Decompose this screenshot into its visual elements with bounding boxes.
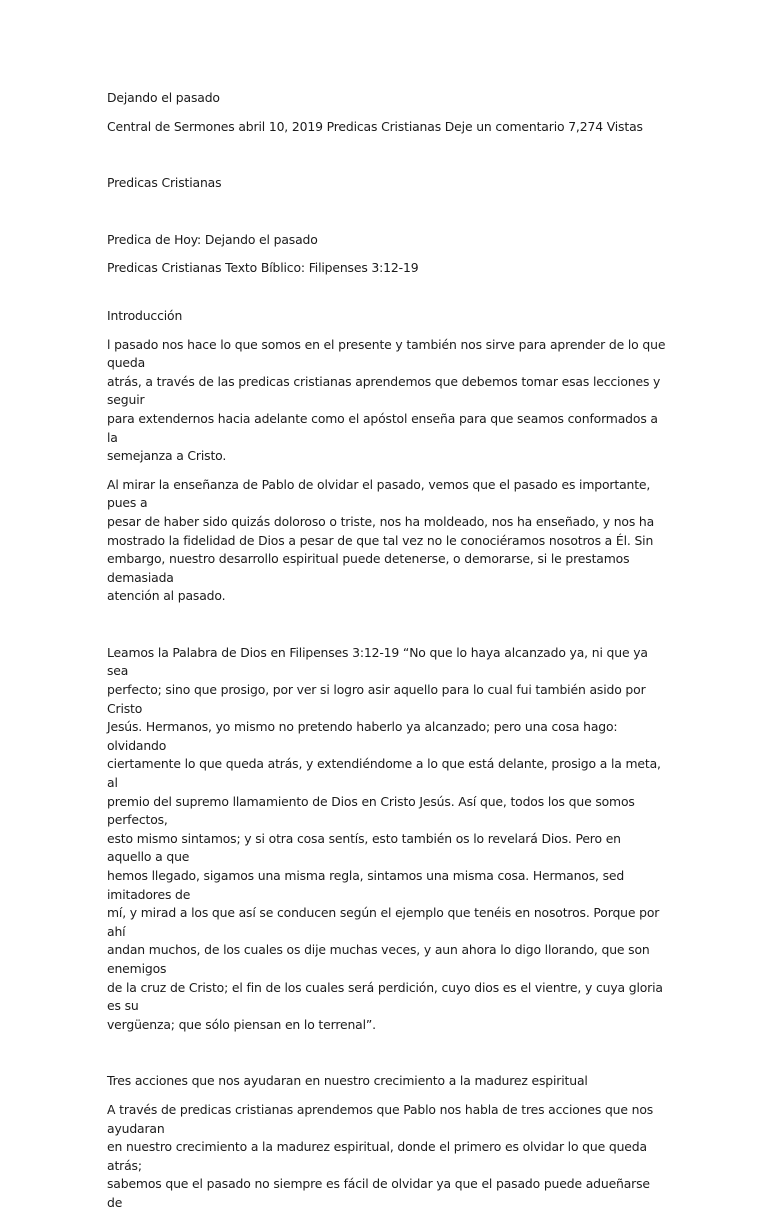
intro-paragraph-1: l pasado nos hace lo que somos en el presente y también nos sirve para aprender de lo que queda atrás, a través de las predicas cristianas aprendemos que debemos tomar esas lecciones y seguir para extendernos hacia adelante como el apóstol enseña para que seamos conformados a la semejanza a Cristo. [107, 336, 666, 464]
document-page [107, 89, 667, 1213]
bible-text-reference: Predicas Cristianas Texto Bíblico: Filipenses 3:12-19 [107, 260, 419, 276]
section-paragraph: A través de predicas cristianas aprendemos que Pablo nos habla de tres acciones que nos ayudaran en nuestro crecimiento a la madurez espiritual, donde el primero es olvidar lo que queda atrás; sabemos que el pasado no siempre es fácil de olvidar ya que el pasado puede adueñarse de [107, 1101, 654, 1210]
document-meta-line: Central de Sermones abril 10, 2019 Predicas Cristianas Deje un comentario 7,274 Vistas [107, 118, 643, 134]
intro-paragraph-2: Al mirar la enseñanza de Pablo de olvidar el pasado, vemos que el pasado es importante, pues a pesar de haber sido quizás doloroso o triste, nos ha moldeado, nos ha enseñado, y nos ha mostrado la fidelidad de Dios a pesar de que tal vez no le conociéramos nosotros a Él. Sin embargo, nuestro desarrollo espiritual puede detenerse, o demorarse, si le prestamos demasiada atención al pasado. [107, 476, 655, 604]
sermon-title: Predica de Hoy: Dejando el pasado [107, 231, 318, 247]
category-label: Predicas Cristianas [107, 175, 222, 191]
document-title: Dejando el pasado [107, 90, 220, 105]
intro-heading: Introducción [107, 307, 183, 323]
section-heading: Tres acciones que nos ayudaran en nuestro crecimiento a la madurez espiritual [107, 1073, 588, 1089]
scripture-paragraph: Leamos la Palabra de Dios en Filipenses 3:12-19 “No que lo haya alcanzado ya, ni que ya sea perfecto; sino que prosigo, por ver si logro asir aquello para lo cual fui también asido por Cristo Jesús. Hermanos, yo mismo no pretendo haberlo ya alcanzado; pero una cosa hago: olvidando ciertamente lo que queda atrás, y extendiéndome a lo que está delante, prosigo a la meta, al premio del supremo llamamiento de Dios en Cristo Jesús. Así que, todos los que somos perfectos, esto mismo sintamos; y si otra cosa sentís, esto también os lo revelará Dios. Pero en aquello a que hemos llegado, sigamos una misma regla, sintamos una misma cosa. Hermanos, sed imitadores de mí, y mirad a los que así se conducen según el ejemplo que tenéis en nosotros. Porque por ahí andan muchos, de los cuales os dije muchas veces, y aun ahora lo digo llorando, que son enemigos de la cruz de Cristo; el fin de los cuales será perdición, cuyo dios es el vientre, y cuya gloria es su vergüenza; que sólo piensan en lo terrenal”. [107, 644, 663, 1032]
